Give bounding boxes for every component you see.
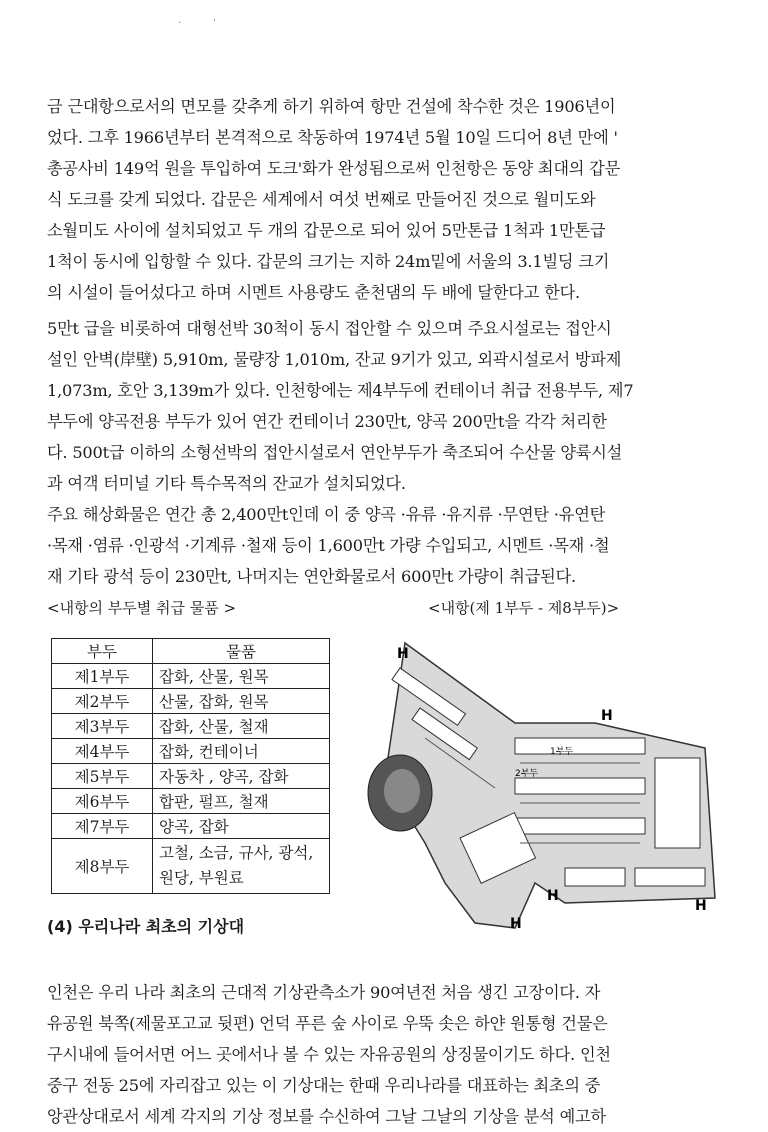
map-h-marker: H [397,646,409,662]
text-line: 소월미도 사이에 설치되었고 두 개의 갑문으로 되어 있어 5만톤급 1척과 1만톤급 [47,221,606,240]
table-header-goods: 물품 [153,639,330,664]
table-cell-berth: 제2부두 [52,689,153,714]
map-label-berth-1: 1부두 [550,747,574,757]
text-line: 인천은 우리 나라 최초의 근대적 기상관측소가 90여년전 처음 생긴 고장이다. 자 [47,983,601,1002]
table-cell-berth: 제1부두 [52,664,153,689]
text-line: 총공사비 149억 원을 투입하여 도크'화가 완성됨으로써 인천항은 동양 최대의 갑문 [47,159,621,178]
text-line: 1,073m, 호안 3,139m가 있다. 인천항에는 제4부두에 컨테이너 취급 전용부두, 제7 [47,381,634,400]
table-row [52,789,330,814]
table-cell-berth: 제4부두 [52,739,153,764]
table-header-berth: 부두 [52,639,153,664]
table-cell-goods: 산물, 잡화, 원목 [153,689,330,714]
section-heading-weather-station: (4) 우리나라 최초의 기상대 [47,917,245,936]
text-line: 중구 전동 25에 자리잡고 있는 이 기상대는 한때 우리나라를 대표하는 최초의 중 [47,1076,601,1095]
text-line: 재 기타 광석 등이 230만t, 나머지는 연안화물로서 600만t 가량이 취급된다. [47,567,576,586]
table-caption: <내항의 부두별 취급 물품 > [47,599,237,617]
table-cell-berth: 제8부두 [52,839,153,894]
map-wolmido-summit [384,769,420,813]
text-line: 구시내에 들어서면 어느 곳에서나 볼 수 있는 자유공원의 상징물이기도 하다. 인천 [47,1045,611,1064]
text-line: 앙관상대로서 세계 각지의 기상 정보를 수신하여 그날 그날의 기상을 분석 예고하 [47,1107,606,1126]
table-cell-goods: 합판, 펄프, 철재 [153,789,330,814]
scan-specks: · ' [178,18,216,29]
table-row [52,714,330,739]
map-caption: <내항(제 1부두 - 제8부두)> [428,599,620,617]
table-cell-goods: 잡화, 컨테이너 [153,739,330,764]
table-cell-berth: 제3부두 [52,714,153,739]
table-cell-goods: 잡화, 산물, 철재 [153,714,330,739]
table-cell-goods: 잡화, 산물, 원목 [153,664,330,689]
map-h-marker: H [510,916,522,932]
table-cell-berth: 제7부두 [52,814,153,839]
table-header-row [52,639,330,664]
text-line: 다. 500t급 이하의 소형선박의 접안시설로서 연안부두가 축조되어 수산물 양륙시설 [47,443,623,462]
text-line: 설인 안벽(岸壁) 5,910m, 물량장 1,010m, 잔교 9기가 있고, 외곽시설로서 방파제 [47,350,622,369]
text-line: 금 근대항으로서의 면모를 갖추게 하기 위하여 항만 건설에 착수한 것은 1906년이 [47,97,616,116]
table-row [52,739,330,764]
map-label-berth-2: 2부두 [515,769,539,779]
text-line: 5만t 급을 비롯하여 대형선박 30척이 동시 접안할 수 있으며 주요시설로는 접안시 [47,319,612,338]
text-line: 의 시설이 들어섰다고 하며 시멘트 사용량도 춘천댐의 두 배에 달한다고 한다. [47,283,580,302]
table-row [52,689,330,714]
table-cell-goods: 고철, 소금, 규사, 광석, 원당, 부원료 [153,839,330,894]
text-line: 식 도크를 갖게 되었다. 갑문은 세계에서 여섯 번째로 만들어진 것으로 월미도와 [47,190,596,209]
table-row [52,664,330,689]
table-cell-goods: 양곡, 잡화 [153,814,330,839]
table-cell-berth: 제6부두 [52,789,153,814]
table-row [52,764,330,789]
table-cell-berth: 제5부두 [52,764,153,789]
table-row [52,839,330,894]
text-line: 과 여객 터미널 기타 특수목적의 잔교가 설치되었다. [47,474,406,493]
inner-harbor-map [365,628,725,943]
text-line: 1척이 동시에 입항할 수 있다. 갑문의 크기는 지하 24m밑에 서울의 3.1빌딩 크기 [47,252,610,271]
paragraph-weather-station [47,977,727,1132]
map-h-marker: H [547,888,559,904]
text-line: 주요 해상화물은 연간 총 2,400만t인데 이 중 양곡 ·유류 ·유지류 ·무연탄 ·유연탄 [47,505,606,524]
table-row [52,814,330,839]
paragraph-harbor-facilities [47,313,727,592]
paragraph-harbor-construction [47,91,727,308]
berth-cargo-table [51,638,330,894]
text-line: 유공원 북쪽(제물포고교 뒷편) 언덕 푸른 숲 사이로 우뚝 솟은 하얀 원통형 건물은 [47,1014,608,1033]
map-h-marker: H [601,708,613,724]
text-line: 부두에 양곡전용 부두가 있어 연간 컨테이너 230만t, 양곡 200만t을 각각 처리한 [47,412,607,431]
text-line: ·목재 ·염류 ·인광석 ·기계류 ·철재 등이 1,600만t 가량 수입되고, 시멘트 ·목재 ·철 [47,536,610,555]
map-h-marker: H [695,898,707,914]
text-line: 었다. 그후 1966년부터 본격적으로 착동하여 1974년 5월 10일 드디어 8년 만에 ' [47,128,618,147]
table-cell-goods: 자동차 , 양곡, 잡화 [153,764,330,789]
